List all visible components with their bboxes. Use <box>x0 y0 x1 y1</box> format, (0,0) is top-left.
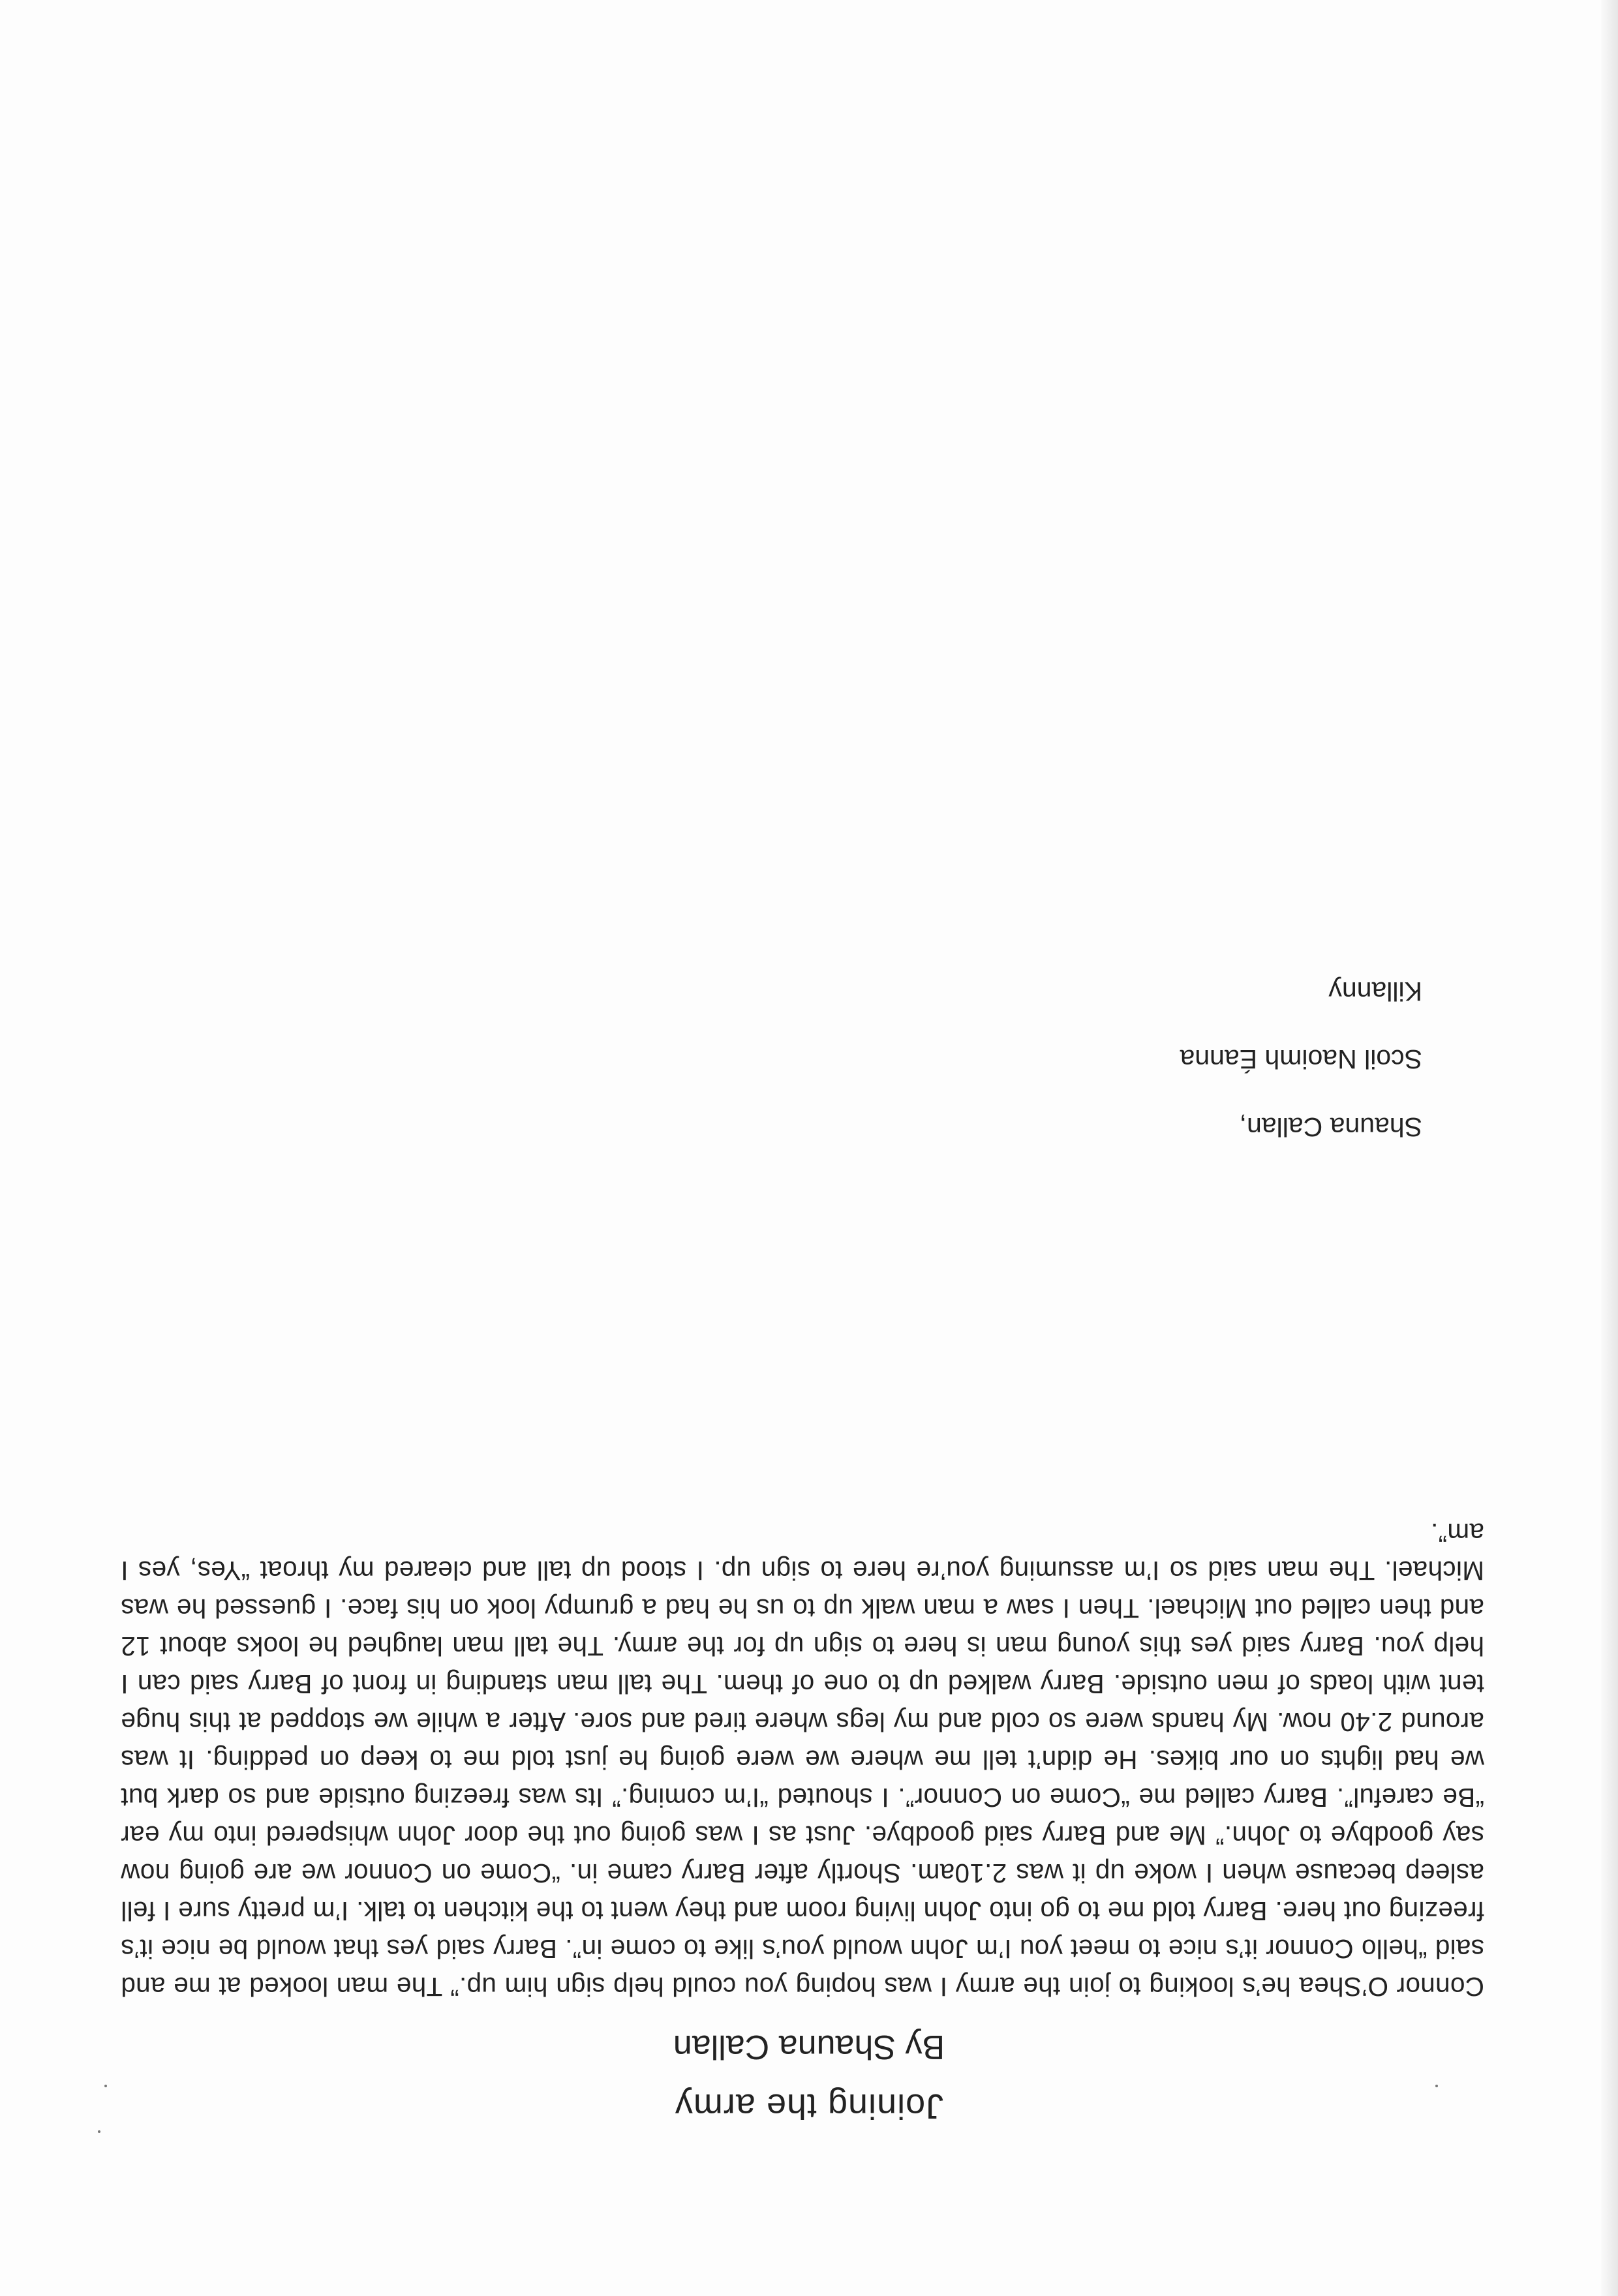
location-name: Killanny <box>1328 976 1422 1006</box>
author-signature-block <box>835 958 1422 1161</box>
school-name: Scoil Naoimh Éanna <box>1180 1044 1422 1074</box>
author-name: Shauna Callan, <box>1239 1112 1422 1142</box>
story-body <box>121 1514 1484 2006</box>
story-title: Joining the army <box>674 2087 944 2126</box>
scan-edge-shadow <box>1601 0 1618 2296</box>
story-paragraph: Connor O’Shea he’s looking to join the army I was hoping you could help sign him up.” The man looked at me and said “hello Connor it’s nice to meet you I’m John would you’s like to come in”. Barry said yes that would be nice it’s freezing out here. Barry told me to go into John living room and they went to the kitchen to talk. I’m pretty sure I fell asleep because when I woke up it was 2.10am. Shortly after Barry came in. “Come on Connor we are going now say goodbye to John.” Me and Barry said goodbye. Just as I was going out the door John whispered into my ear “Be careful”. Barry called me “Come on Connor”. I shouted “I’m coming.” Its was freezing outside and so dark but we had lights on our bikes. He didn’t tell me where we were going he just told me to keep on pedding. It was around 2.40 now. My hands were so cold and my legs where tired and sore. After a while we stopped at this huge tent with loads of men outside. Barry walked up to one of them. The tall man standing in front of Barry said can I help you. Barry said yes this young man is here to sign up for the army. The tall man laughed he looks about 12 and then called out Michael. Then I saw a man walk up to us he had a grumpy look on his face. I guessed he was Michael. The man said so I’m assuming you’re here to sign up. I stood up tall and cleared my throat “Yes, yes I am”. <box>121 1518 1484 2002</box>
scan-speck <box>98 2130 100 2133</box>
story-byline: By Shauna Callan <box>673 2028 945 2066</box>
